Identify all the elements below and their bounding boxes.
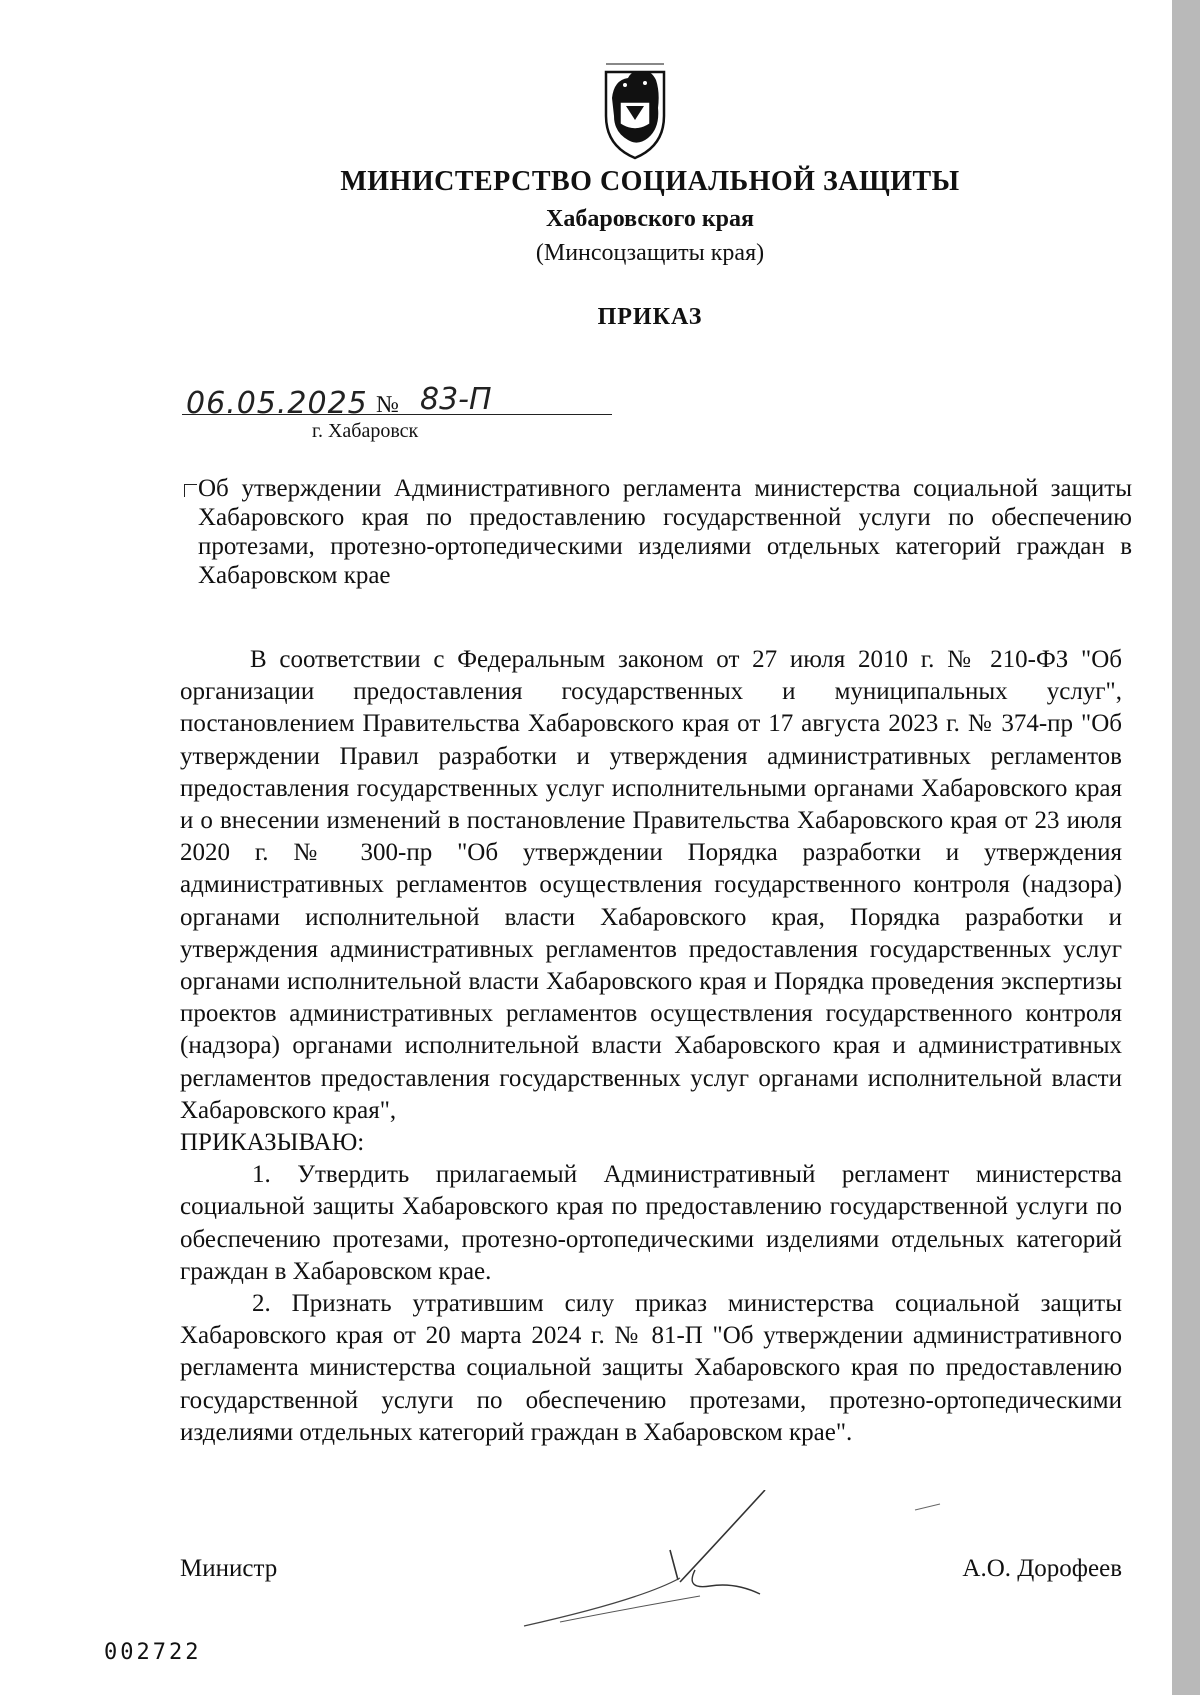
order-directive: ПРИКАЗЫВАЮ: — [180, 1129, 365, 1157]
signer-name: А.О. Дорофеев — [962, 1555, 1122, 1582]
order-item-1: 1. Утвердить прилагаемый Административный регламент министерства социальной защиты Хабаровского края по предоставлению государственной услуги по обеспечению протезами, протезно-ортопедическими изделиями отдельных категорий граждан в Хабаровском крае. — [180, 1161, 1122, 1285]
order-date: 06.05.2025 — [186, 386, 368, 421]
number-sign: № — [376, 392, 399, 418]
region-name: Хабаровского края — [546, 206, 754, 232]
order-item-2: 2. Признать утратившим силу приказ министерства социальной защиты Хабаровского края от 20 марта 2024 г. № 81-П "Об утверждении административного регламента министерства социальной защиты Хабаровского края по предоставлению государственной услуги по обеспечению протезами, протезно-ортопедическими изделиями отдельных категорий граждан в Хабаровском крае". — [180, 1290, 1122, 1446]
scan-edge-strip — [1172, 0, 1200, 1695]
ministry-abbreviation: (Минсоцзащиты края) — [535, 240, 765, 266]
subject-corner-mark — [184, 484, 197, 497]
signer-role: Министр — [180, 1555, 278, 1582]
preamble-paragraph: В соответствии с Федеральным законом от 27 июля 2010 г. № 210-ФЗ "Об организации предоставления государственных и муниципальных услуг", постановлением Правительства Хабаровского края от 17 августа 2023 г. № 374-пр "Об утверждении Правил разработки и утверждения административных регламентов предоставления государственных услуг исполнительными органами Хабаровского края и о внесении изменений в постановление Правительства Хабаровского края от 23 июля 2020 г. № 300-пр "Об утверждении Порядка разработки и утверждения административных регламентов осуществления государственного контроля (надзора) органами исполнительной власти Хабаровского края, Порядка разработки и утверждения административных регламентов предоставления государственных услуг органами исполнительной власти Хабаровского края и Порядка проведения экспертизы проектов административных регламентов осуществления государственного контроля (надзора) органами исполнительной власти Хабаровского края и административных регламентов предоставления государственных услуг органами исполнительной власти Хабаровского края", — [180, 646, 1122, 1124]
handwritten-signature — [520, 1490, 960, 1640]
coat-of-arms-icon — [598, 58, 672, 162]
ministry-title: МИНИСТЕРСТВО СОЦИАЛЬНОЙ ЗАЩИТЫ — [340, 166, 960, 197]
order-number: 83-П — [420, 382, 492, 417]
order-subject: Об утверждении Административного регламента министерства социальной защиты Хабаровского края по предоставлению государственной услуги по обеспечению протезами, протезно-ортопедическими изделиями отдельных категорий граждан в Хабаровском крае — [198, 475, 1132, 589]
document-code: 002722 — [104, 1640, 202, 1665]
city: г. Хабаровск — [312, 420, 419, 442]
order-body — [180, 644, 1122, 1449]
document-type: ПРИКАЗ — [597, 304, 703, 330]
